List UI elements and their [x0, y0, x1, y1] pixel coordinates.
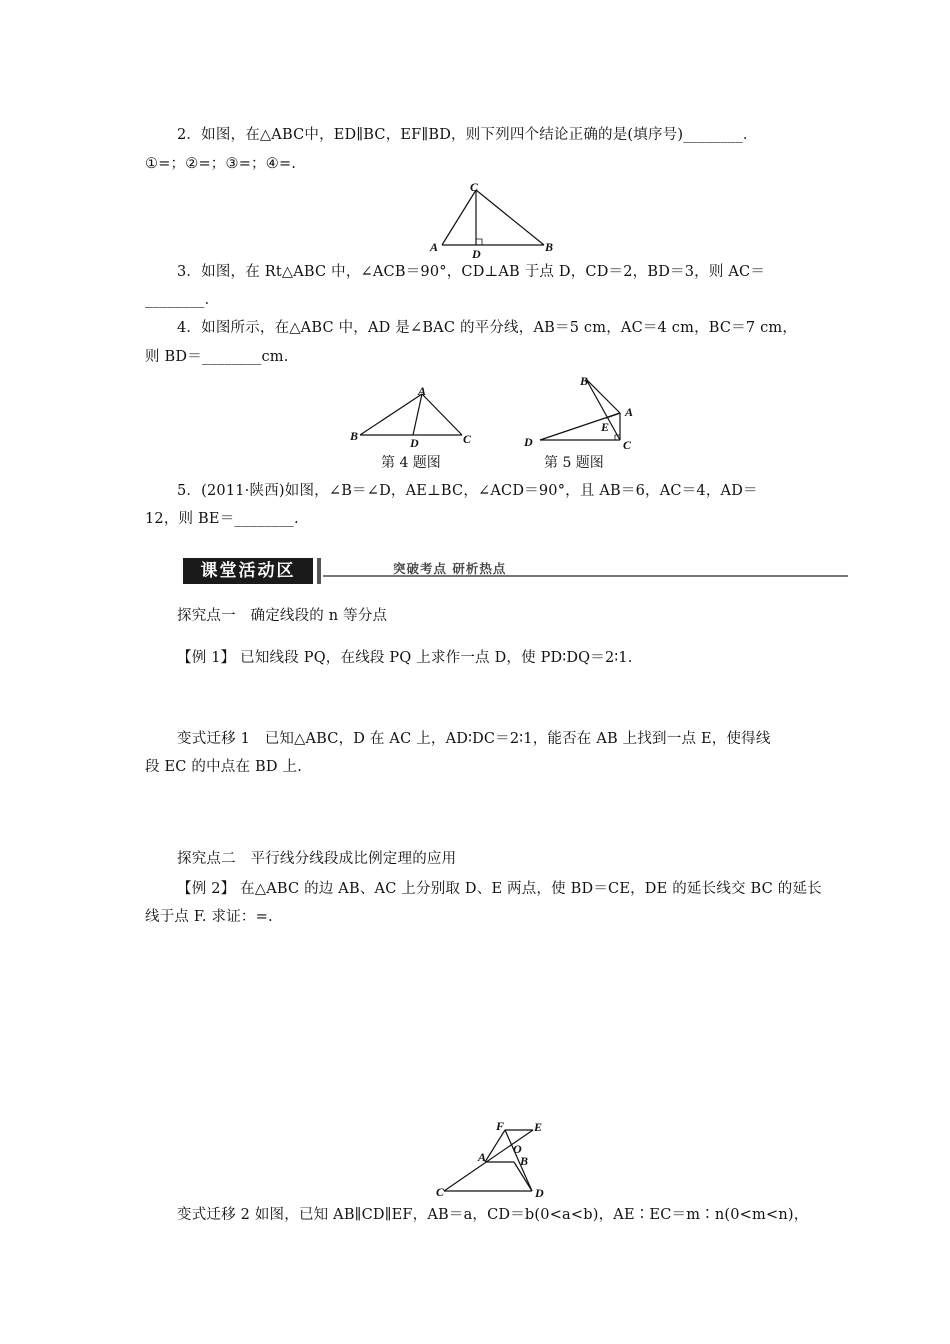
q5-line1: 5．(2011·陕西)如图，∠B＝∠D，AE⊥BC，∠ACD＝90°，且 AB＝6，AC＝4，AD＝: [177, 483, 758, 499]
fig5-label-b: B: [580, 374, 589, 388]
figure-q3-triangle: [430, 180, 560, 260]
label-d: D: [472, 247, 481, 261]
banner-subtitle: 突破考点 研析热点: [393, 561, 507, 576]
figv2-label-e: E: [534, 1120, 543, 1134]
segment-fa: [485, 1130, 505, 1162]
banner-title: 课堂活动区: [183, 558, 313, 584]
example2-line2: 线于点 F. 求证：=.: [145, 909, 273, 925]
figv2-label-d: D: [535, 1186, 544, 1200]
q2-line2: ①=；②=；③=；④=.: [145, 156, 297, 172]
fig4-label-d: D: [410, 436, 419, 450]
fig5-label-d: D: [524, 435, 533, 449]
q4-line1: 4．如图所示，在△ABC 中，AD 是∠BAC 的平分线，AB＝5 cm，AC＝4 cm，BC＝7 cm，: [177, 320, 798, 336]
fig4-caption: 第 4 题图: [381, 455, 441, 471]
label-c: C: [470, 180, 479, 194]
banner-divider: [317, 558, 321, 584]
variant1-line1: 变式迁移 1 已知△ABC，D 在 AC 上，AD∶DC＝2∶1，能否在 AB 上找到一点 E，使得线: [177, 731, 771, 747]
section-banner: [183, 558, 848, 584]
fig5-label-a: A: [625, 405, 634, 419]
section1-title: 探究点一 确定线段的 n 等分点: [177, 608, 388, 624]
segment-ac: [442, 190, 476, 245]
segment-ad: [413, 394, 422, 435]
figv2-label-c: C: [436, 1185, 445, 1199]
q4-line2: 则 BD＝________cm.: [145, 349, 289, 365]
example1-text: 【例 1】 已知线段 PQ，在线段 PQ 上求作一点 D，使 PD∶DQ＝2∶1.: [177, 650, 633, 666]
q3-line2: ________．: [145, 292, 220, 308]
fig4-label-a: A: [418, 384, 427, 398]
segment-ba: [360, 394, 422, 435]
figv2-label-a: A: [478, 1150, 487, 1164]
q2-line1: 2．如图，在△ABC中，ED∥BC，EF∥BD，则下列四个结论正确的是(填序号)________．: [177, 127, 758, 143]
fig5-label-c: C: [623, 438, 632, 452]
fig5-caption: 第 5 题图: [544, 455, 604, 471]
label-b: B: [545, 240, 554, 254]
fig4-label-c: C: [463, 432, 472, 446]
segment-ba: [586, 379, 620, 413]
section2-title: 探究点二 平行线分线段成比例定理的应用: [177, 851, 457, 867]
q5-line2: 12，则 BE＝________.: [145, 511, 299, 527]
segment-cb: [476, 190, 544, 245]
figv2-label-f: F: [496, 1119, 505, 1133]
q3-line1: 3．如图，在 Rt△ABC 中，∠ACB＝90°，CD⊥AB 于点 D，CD＝2，BD＝3，则 AC＝: [177, 264, 766, 280]
fig4-label-b: B: [350, 429, 359, 443]
segment-ac: [422, 394, 462, 435]
figv2-label-o: O: [513, 1142, 522, 1156]
variant1-line2: 段 EC 的中点在 BD 上.: [145, 759, 303, 775]
right-angle-mark: [476, 239, 482, 245]
fig5-label-e: E: [601, 420, 610, 434]
segment-ae: [606, 413, 620, 418]
figv2-label-b: B: [520, 1154, 529, 1168]
label-a: A: [430, 240, 439, 254]
example2-line1: 【例 2】 在△ABC 的边 AB、AC 上分别取 D、E 两点，使 BD＝CE，DE 的延长线交 BC 的延长: [177, 881, 822, 897]
variant2-line1: 变式迁移 2 如图，已知 AB∥CD∥EF，AB＝a，CD＝b(0<a<b)，AE∶EC＝m∶n(0<m<n)，: [177, 1207, 809, 1223]
